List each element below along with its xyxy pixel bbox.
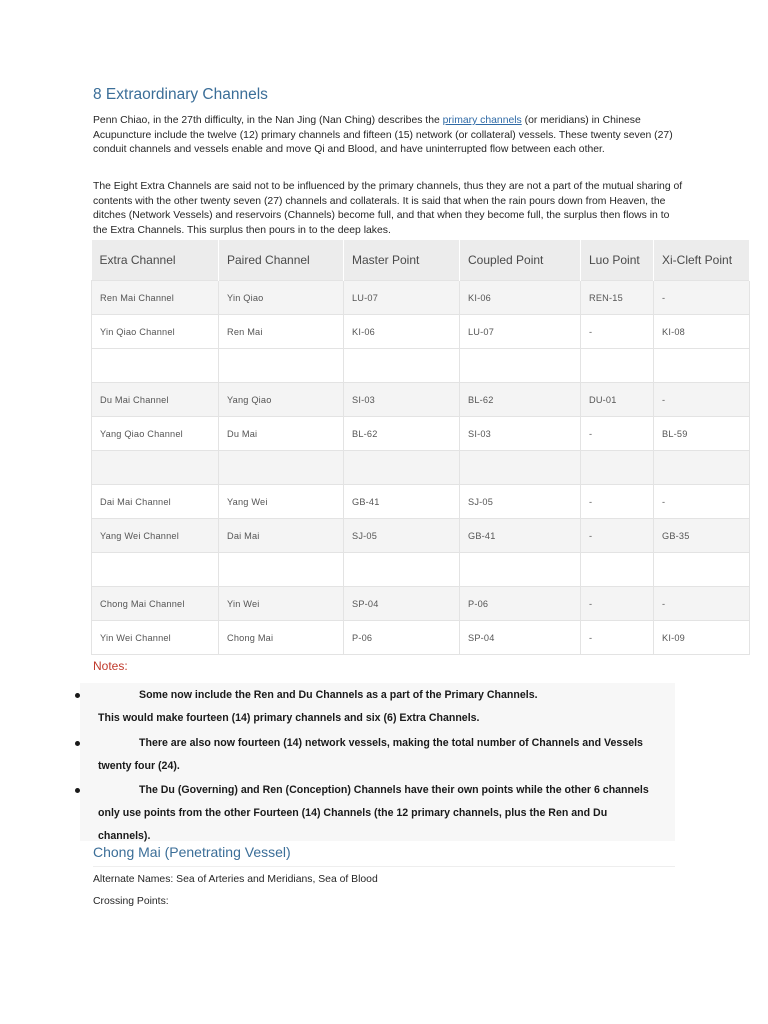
header-master-point: Master Point [344, 240, 460, 281]
channels-table [91, 240, 750, 655]
bullet-icon [75, 788, 80, 793]
empty-cell [581, 349, 654, 383]
table-cell: - [581, 519, 654, 553]
header-luo-point: Luo Point [581, 240, 654, 281]
empty-cell [219, 349, 344, 383]
table-cell: KI-09 [654, 621, 750, 655]
table-cell: Yin Qiao Channel [92, 315, 219, 349]
table-row [92, 315, 750, 349]
table-row [92, 383, 750, 417]
table-cell: - [654, 383, 750, 417]
table-cell: GB-41 [460, 519, 581, 553]
table-row [92, 519, 750, 553]
note-text: twenty four (24). [98, 760, 180, 772]
table-cell: P-06 [344, 621, 460, 655]
note-text: Some now include the Ren and Du Channels as a part of the Primary Channels. [139, 689, 538, 701]
table-cell: Yang Qiao [219, 383, 344, 417]
table-cell: SP-04 [460, 621, 581, 655]
table-cell: Yang Wei [219, 485, 344, 519]
table-row [92, 621, 750, 655]
table-cell: - [581, 417, 654, 451]
table-cell: - [654, 485, 750, 519]
table-row [92, 587, 750, 621]
table-cell: Yin Wei Channel [92, 621, 219, 655]
section-title: Chong Mai (Penetrating Vessel) [93, 844, 291, 860]
table-cell: - [581, 485, 654, 519]
table-cell: KI-06 [344, 315, 460, 349]
table-cell: Chong Mai Channel [92, 587, 219, 621]
table-cell: - [654, 281, 750, 315]
header-coupled-point: Coupled Point [460, 240, 581, 281]
primary-channels-link[interactable]: primary channels [442, 115, 522, 126]
header-paired-channel: Paired Channel [219, 240, 344, 281]
table-cell: Ren Mai Channel [92, 281, 219, 315]
empty-cell [92, 553, 219, 587]
note-text: There are also now fourteen (14) network vessels, making the total number of Channels and Vessels [139, 737, 643, 749]
page-title: 8 Extraordinary Channels [93, 86, 268, 103]
empty-cell [654, 553, 750, 587]
table-cell: Yin Qiao [219, 281, 344, 315]
table-cell: KI-08 [654, 315, 750, 349]
table-cell: - [581, 587, 654, 621]
empty-cell [460, 451, 581, 485]
extra-channels-paragraph: The Eight Extra Channels are said not to be influenced by the primary channels, thus they are not a part of the mutual sharing of contents with the other twenty seven (27) channels and collaterals. It is said that when the rain pours down from Heaven, the ditches (Network Vessels) and reservoirs (Channels) become full, and that when they become full, the surplus then flows in to the Extra Channels. This surplus then pours in to the deep lakes. [93, 181, 683, 236]
intro-text-after: (or meridians) in Chinese Acupuncture include the twelve (12) primary channels and fifteen (15) network (or collateral) vessels. These twenty seven (27) conduit channels and vessels enable and move Qi and Blood, and have uninterrupted flow between each other. [93, 115, 673, 155]
table-cell: BL-62 [460, 383, 581, 417]
table-cell: P-06 [460, 587, 581, 621]
table-cell: GB-41 [344, 485, 460, 519]
table-cell: Dai Mai Channel [92, 485, 219, 519]
table-cell: SJ-05 [460, 485, 581, 519]
table-header-row [92, 240, 750, 281]
table-cell: Yin Wei [219, 587, 344, 621]
note-text: This would make fourteen (14) primary channels and six (6) Extra Channels. [98, 712, 480, 724]
table-cell: BL-59 [654, 417, 750, 451]
note-text: The Du (Governing) and Ren (Conception) Channels have their own points while the other 6 channels [139, 784, 649, 796]
empty-cell [581, 553, 654, 587]
table-cell: SP-04 [344, 587, 460, 621]
table-cell: BL-62 [344, 417, 460, 451]
table-cell: KI-06 [460, 281, 581, 315]
empty-cell [460, 553, 581, 587]
list-item [80, 684, 670, 730]
list-item [80, 779, 670, 848]
table-cell: Dai Mai [219, 519, 344, 553]
empty-cell [344, 553, 460, 587]
table-cell: Ren Mai [219, 315, 344, 349]
empty-cell [581, 451, 654, 485]
table-spacer-row [92, 553, 750, 587]
bullet-icon [75, 693, 80, 698]
table-cell: LU-07 [460, 315, 581, 349]
table-cell: REN-15 [581, 281, 654, 315]
note-text: channels). [98, 830, 151, 842]
table-spacer-row [92, 451, 750, 485]
header-extra-channel: Extra Channel [92, 240, 219, 281]
alternate-names: Alternate Names: Sea of Arteries and Meridians, Sea of Blood [93, 874, 378, 885]
table-cell: DU-01 [581, 383, 654, 417]
header-xi-cleft-point: Xi-Cleft Point [654, 240, 750, 281]
table-cell: LU-07 [344, 281, 460, 315]
table-cell: - [654, 587, 750, 621]
empty-cell [219, 553, 344, 587]
table-cell: SI-03 [460, 417, 581, 451]
empty-cell [219, 451, 344, 485]
table-cell: SJ-05 [344, 519, 460, 553]
table-row [92, 485, 750, 519]
table-cell: Du Mai [219, 417, 344, 451]
empty-cell [92, 451, 219, 485]
table-row [92, 281, 750, 315]
intro-text-before: Penn Chiao, in the 27th difficulty, in the Nan Jing (Nan Ching) describes the [93, 115, 443, 126]
table-cell: SI-03 [344, 383, 460, 417]
table-cell: Yang Qiao Channel [92, 417, 219, 451]
table-cell: GB-35 [654, 519, 750, 553]
notes-heading: Notes: [93, 659, 128, 673]
list-item [80, 732, 670, 778]
table-spacer-row [92, 349, 750, 383]
table-cell: Chong Mai [219, 621, 344, 655]
bullet-icon [75, 741, 80, 746]
empty-cell [344, 451, 460, 485]
note-text: only use points from the other Fourteen (14) Channels (the 12 primary channels, plus the Ren and Du [98, 807, 608, 819]
table-row [92, 417, 750, 451]
empty-cell [344, 349, 460, 383]
empty-cell [460, 349, 581, 383]
table-cell: Yang Wei Channel [92, 519, 219, 553]
empty-cell [654, 349, 750, 383]
table-cell: - [581, 621, 654, 655]
section-divider [93, 866, 675, 867]
intro-paragraph [93, 114, 683, 158]
crossing-points: Crossing Points: [93, 896, 169, 907]
table-cell: Du Mai Channel [92, 383, 219, 417]
empty-cell [92, 349, 219, 383]
table-cell: - [581, 315, 654, 349]
empty-cell [654, 451, 750, 485]
